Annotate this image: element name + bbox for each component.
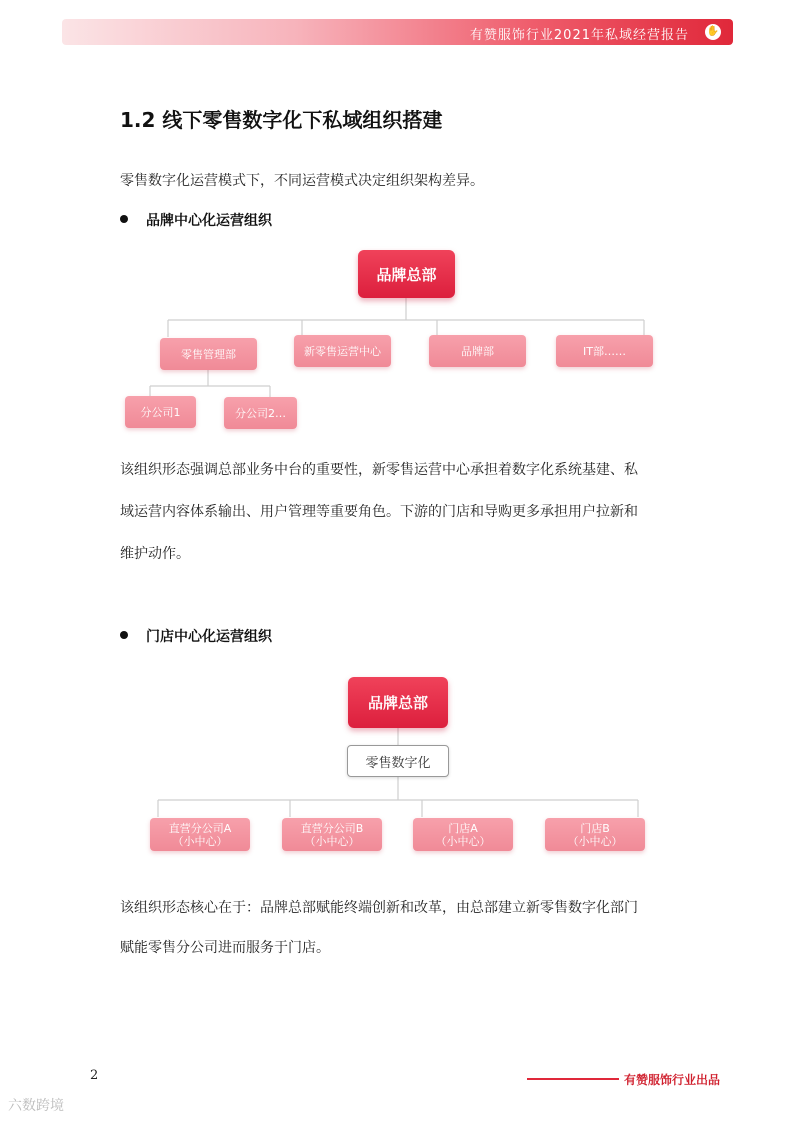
footer-credit: 有赞服饰行业出品 — [624, 1073, 721, 1087]
page-number: 2 — [90, 1068, 99, 1083]
brand-hq-box — [358, 250, 455, 298]
brand-org-desc-line-3: 维护动作。 — [120, 546, 190, 562]
branch-name: 门店A — [448, 821, 478, 835]
brand-org-desc-line-1: 该组织形态强调总部业务中台的重要性，新零售运营中心承担着数字化系统基建、私 — [120, 462, 638, 478]
bullet-store-org — [120, 626, 272, 646]
digital-retail-label: 零售数字化 — [365, 755, 431, 771]
store-hq-box — [348, 677, 448, 728]
subsidiary-label: 分公司2… — [235, 407, 286, 420]
brand-org-desc-line-2: 域运营内容体系输出、用户管理等重要角色。下游的门店和导购更多承担用户拉新和 — [120, 504, 638, 520]
dept-label: 品牌部 — [461, 345, 494, 358]
branch-sub: （小中心） — [304, 834, 360, 848]
report-title: 有赞服饰行业2021年私域经营报告 — [469, 28, 689, 43]
thumbs-up-icon: ✋ — [705, 24, 721, 40]
branch-sub: （小中心） — [172, 834, 228, 848]
dept-box-new-retail — [294, 335, 391, 367]
branch-name: 直营分公司B — [300, 821, 364, 835]
branch-box-direct-b — [282, 818, 382, 851]
branch-name: 直营分公司A — [168, 821, 232, 835]
dept-box-retail-mgmt — [160, 338, 257, 370]
store-hq-label: 品牌总部 — [367, 694, 428, 712]
branch-sub: （小中心） — [435, 834, 491, 848]
branch-sub: （小中心） — [567, 834, 623, 848]
brand-hq-label: 品牌总部 — [376, 265, 437, 284]
branch-box-direct-a — [150, 818, 250, 851]
dept-box-it — [556, 335, 653, 367]
dept-label: 零售管理部 — [181, 348, 236, 361]
watermark: 六数跨境 — [8, 1098, 64, 1114]
branch-box-store-a — [413, 818, 513, 851]
dept-label: IT部…… — [583, 345, 626, 358]
store-org-desc-line-1: 该组织形态核心在于：品牌总部赋能终端创新和改革，由总部建立新零售数字化部门 — [120, 900, 638, 916]
subsidiary-label: 分公司1 — [140, 406, 181, 419]
dept-box-brand — [429, 335, 526, 367]
branch-name: 门店B — [580, 821, 610, 835]
digital-retail-box — [347, 745, 449, 777]
footer-divider — [527, 1078, 619, 1080]
branch-box-store-b — [545, 818, 645, 851]
intro-text: 零售数字化运营模式下，不同运营模式决定组织架构差异。 — [120, 173, 484, 189]
dept-label: 新零售运营中心 — [304, 345, 381, 358]
store-org-desc-line-2: 赋能零售分公司进而服务于门店。 — [120, 940, 330, 956]
section-title: 1.2 线下零售数字化下私域组织搭建 — [120, 108, 443, 132]
bullet-brand-org-label: 品牌中心化运营组织 — [146, 213, 272, 229]
subsidiary-box-2 — [224, 397, 297, 429]
subsidiary-box-1 — [125, 396, 196, 428]
bullet-dot-icon — [120, 631, 128, 639]
bullet-store-org-label: 门店中心化运营组织 — [146, 629, 272, 645]
